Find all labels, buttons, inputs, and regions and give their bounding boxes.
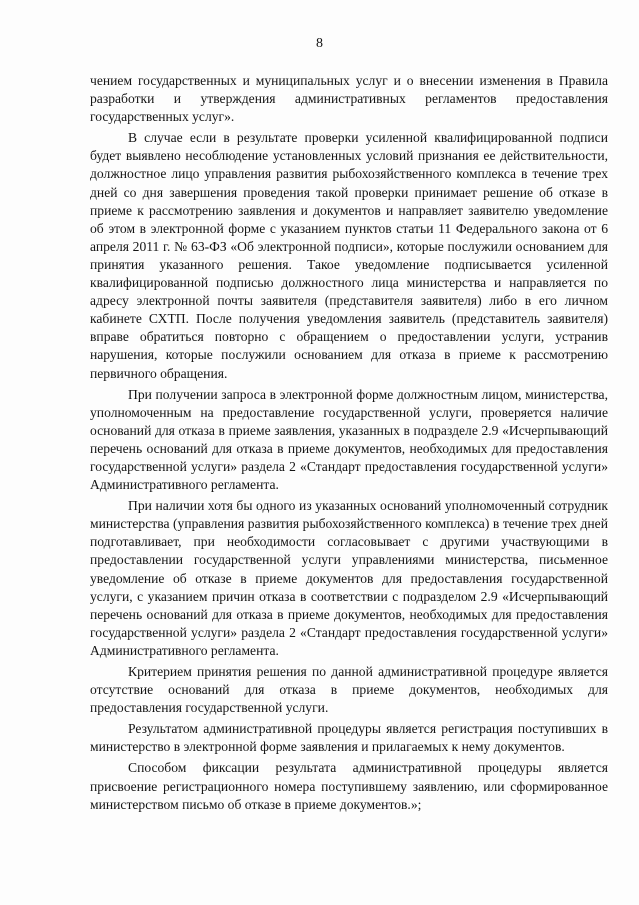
paragraph-procedure-result: Результатом административной процедуры является регистрация поступивших в министерство в электронной форме заявления и прилагаемых к нему документов. (90, 721, 608, 755)
document-body (90, 72, 608, 817)
paragraph-refusal-notice: При наличии хотя бы одного из указанных оснований уполномоченный сотрудник министерства (управления развития рыбохозяйственного комплекса) в течение трех дней подготавливает, при необходимости согласовывает с другими участвующими в предоставлении государственной услуги управлениями министерства, письменное уведомление об отказе в приеме документов для предоставления государственной услуги, с указанием причин отказа в соответствии с подразделом 2.9 «Исчерпывающий перечень оснований для отказа в приеме документов, необходимых для предоставления государственной услуги» раздела 2 «Стандарт предоставления государственной услуги» Административного регламента. (90, 498, 608, 658)
paragraph-continuation: чением государственных и муниципальных услуг и о внесении изменения в Правила разработки и утверждения административных регламентов предоставления государственных услуг». (90, 73, 608, 125)
paragraph-decision-criterion: Критерием принятия решения по данной административной процедуре является отсутствие оснований для отказа в приеме документов, необходимых для предоставления государственной услуги. (90, 664, 608, 716)
page-number: 8 (316, 36, 323, 51)
paragraph-fixation-method: Способом фиксации результата административной процедуры является присвоение регистрационного номера поступившему заявлению, или сформированное министерством письмо об отказе в приеме документов.»; (90, 760, 608, 812)
paragraph-signature-check: В случае если в результате проверки усиленной квалифицированной подписи будет выявлено несоблюдение установленных условий признания ее действительности, должностное лицо управления развития рыбохозяйственного комплекса в течение трех дней со дня завершения проведения такой проверки принимает решение об отказе в приеме к рассмотрению заявления и документов и направляет заявителю уведомление об этом в электронной форме с указанием пунктов статьи 11 Федерального закона от 6 апреля 2011 г. № 63-ФЗ «Об электронной подписи», которые послужили основанием для принятия указанного решения. Такое уведомление подписывается усиленной квалифицированной подписью должностного лица министерства и направляется по адресу электронной почты заявителя (представителя заявителя) либо в его личном кабинете СХТП. После получения уведомления заявитель (представитель заявителя) вправе обратиться повторно с обращением о предоставлении услуги, устранив нарушения, которые послужили основанием для отказа в приеме к рассмотрению первичного обращения. (90, 130, 608, 381)
paragraph-electronic-request: При получении запроса в электронной форме должностным лицом, министерства, уполномоченным на предоставление государственной услуги, проверяется наличие оснований для отказа в приеме заявления, указанных в подразделе 2.9 «Исчерпывающий перечень оснований для отказа в приеме документов, необходимых для предоставления государственной услуги» раздела 2 «Стандарт предоставления государственной услуги» Административного регламента. (90, 386, 608, 493)
